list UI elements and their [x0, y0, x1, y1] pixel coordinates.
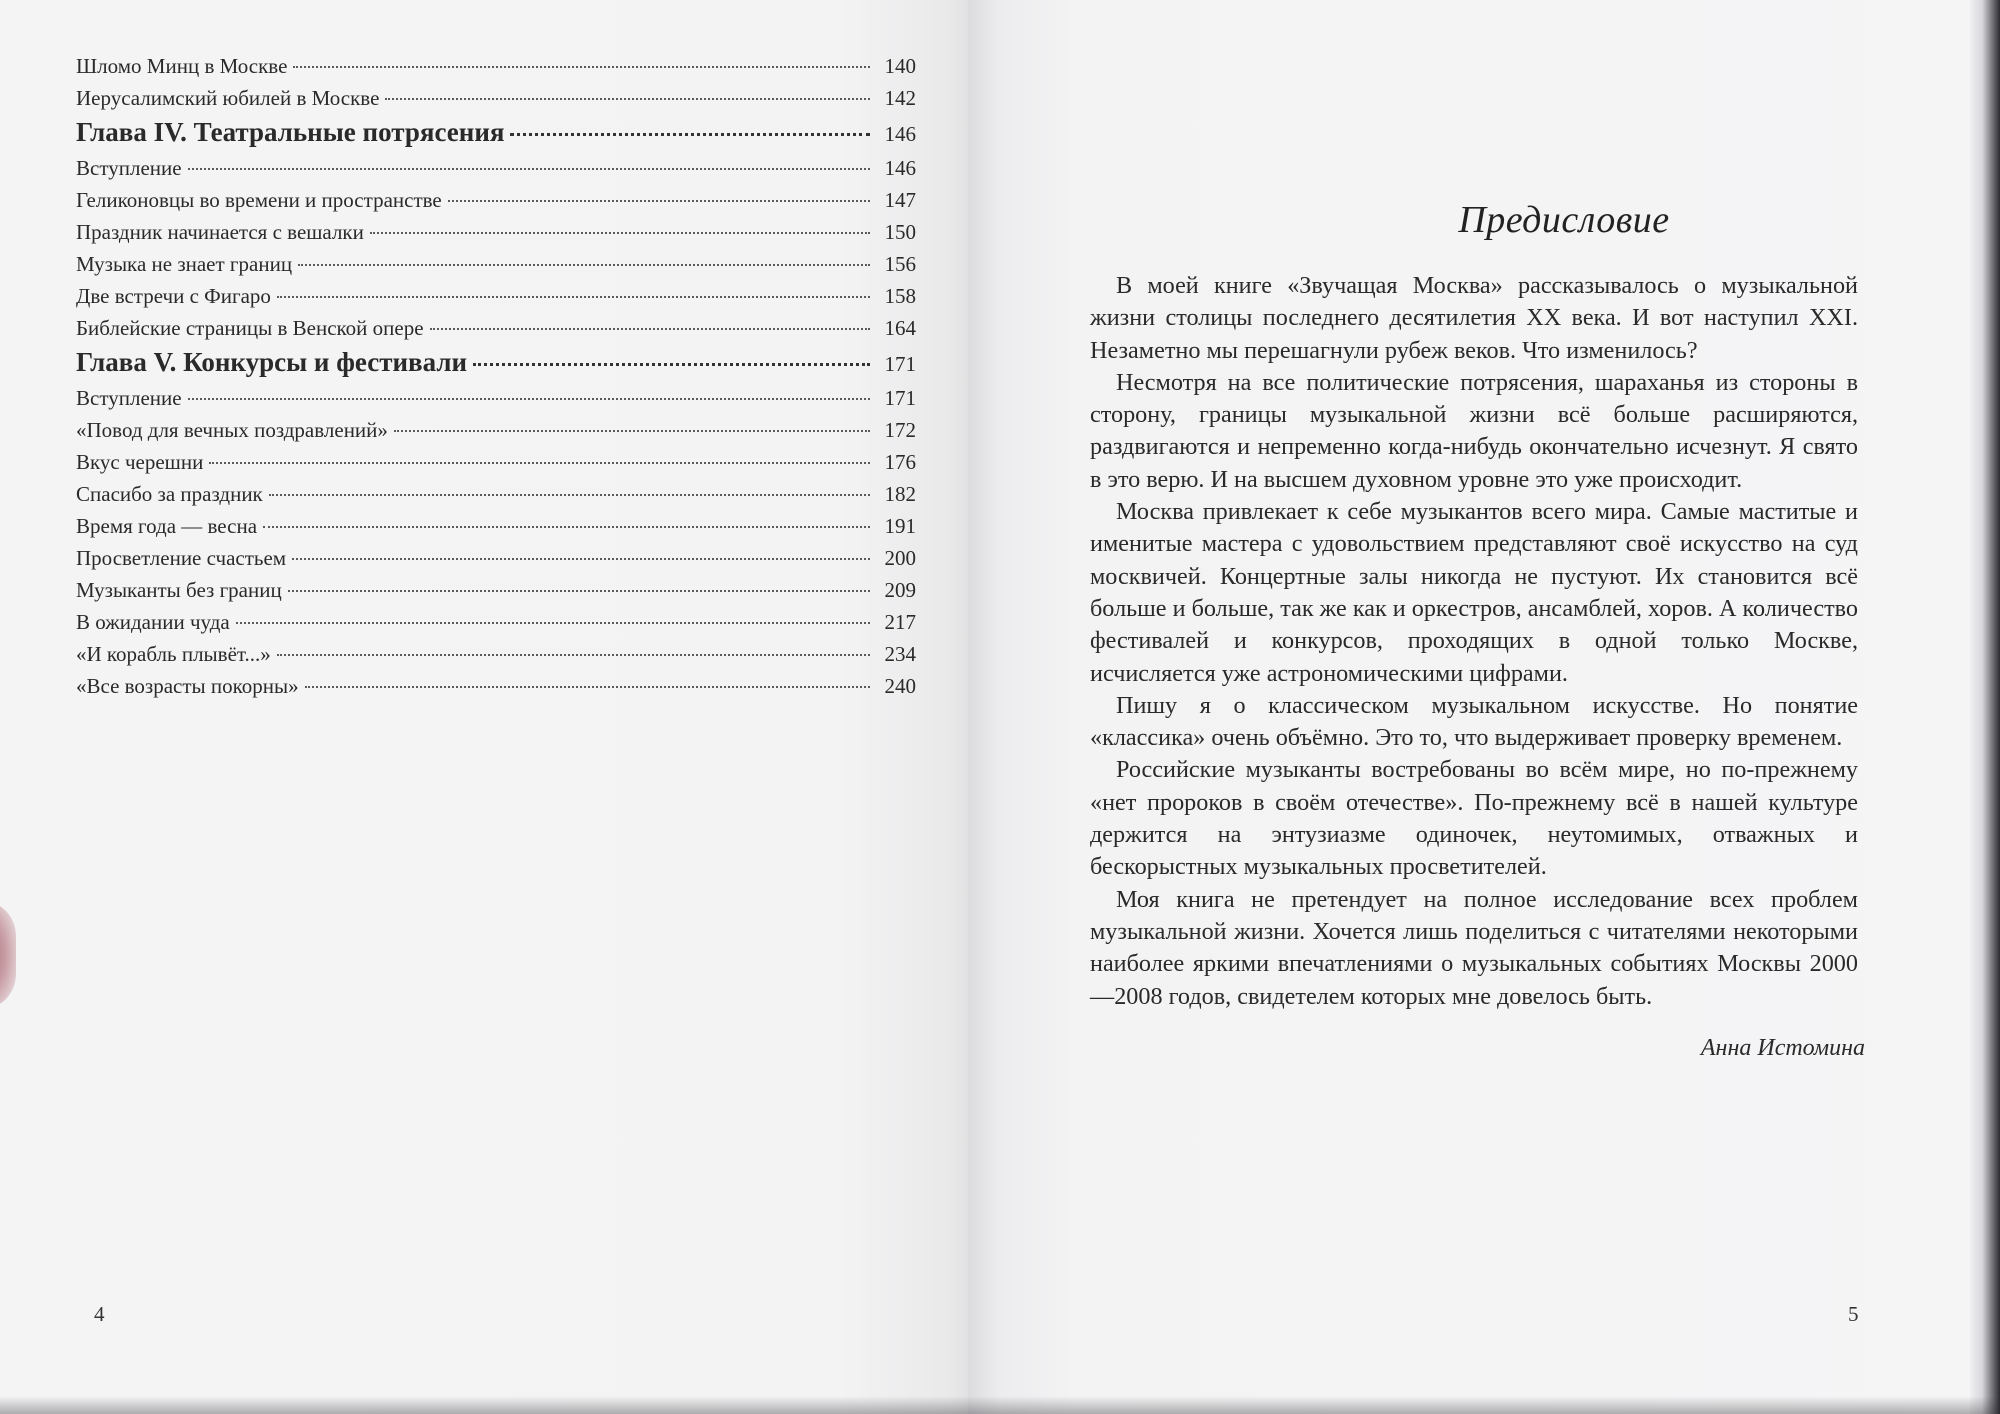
- toc-row: [76, 382, 916, 414]
- toc-page-number: 171: [884, 352, 916, 376]
- preface-paragraph: Москва привлекает к себе музыкантов всего мира. Самые маститые и именитые мастера с удовольствием представляют своё искусство на суд москвичей. Концертные залы никогда не пустуют. Их становится всё больше и больше, так же как и оркестров, ансамблей, хоров. А количество фестивалей и конкурсов, проходящих в одной только Москве, исчисляется уже астрономическими цифрами.: [1090, 498, 1858, 687]
- toc-leader-dots: [298, 264, 870, 266]
- toc-title: Иерусалимский юбилей в Москве: [76, 86, 380, 110]
- toc-row: [76, 280, 916, 312]
- preface-body: [1090, 270, 1858, 1013]
- toc-row: [76, 510, 916, 542]
- toc-title: Две встречи с Фигаро: [76, 284, 271, 308]
- page-number-left: 4: [94, 1302, 105, 1326]
- toc-title: Вкус черешни: [76, 450, 204, 474]
- toc-page-number: 147: [884, 188, 916, 212]
- toc-leader-dots: [277, 654, 870, 656]
- toc-page-number: 171: [884, 386, 916, 410]
- toc-row: [76, 670, 916, 702]
- page-bottom-shadow: [0, 1396, 990, 1414]
- toc-page-number: 140: [884, 54, 916, 78]
- toc-chapter-row: [76, 342, 916, 382]
- toc-page-number: 191: [884, 514, 916, 538]
- toc-title: Глава V. Конкурсы и фестивали: [76, 347, 468, 377]
- toc-row: [76, 312, 916, 344]
- right-page: [968, 0, 2000, 1414]
- toc-row: [76, 82, 916, 114]
- toc-row: [76, 638, 916, 670]
- preface-paragraph: Моя книга не претендует на полное исследование всех проблем музыкальной жизни. Хочется лишь поделиться с читателями некоторыми наиболее яркими впечатлениями о музыкальных событиях Москвы 2000—2008 годов, свидетелем которых мне довелось быть.: [1090, 885, 1858, 1010]
- left-page: [0, 0, 990, 1414]
- toc-title: Шломо Минц в Москве: [76, 54, 288, 78]
- toc-title: Просветление счастьем: [76, 546, 287, 570]
- toc-leader-dots: [292, 558, 870, 560]
- toc-leader-dots: [188, 168, 870, 170]
- toc-page-number: 176: [884, 450, 916, 474]
- toc-page-number: 200: [884, 546, 916, 570]
- preface-paragraph: Пишу я о классическом музыкальном искусстве. Но понятие «классика» очень объёмно. Это то, что выдерживает проверку временем.: [1090, 691, 1858, 752]
- page-edge: [1970, 0, 2000, 1414]
- toc-page-number: 240: [884, 674, 916, 698]
- toc-page-number: 164: [884, 316, 916, 340]
- table-of-contents: [76, 50, 916, 702]
- toc-leader-dots: [236, 622, 870, 624]
- toc-leader-dots: [269, 494, 870, 496]
- toc-row: [76, 574, 916, 606]
- toc-leader-dots: [385, 98, 870, 100]
- preface-paragraph: Несмотря на все политические потрясения, шараханья из стороны в сторону, границы музыкальной жизни всё больше расширяются, раздвигаются и непременно когда-нибудь окончательно исчезнут. Я свято в это верю. И на высшем духовном уровне это уже происходит.: [1090, 368, 1858, 493]
- toc-row: [76, 152, 916, 184]
- toc-leader-dots: [288, 590, 870, 592]
- toc-title: Праздник начинается с вешалки: [76, 220, 364, 244]
- preface-title: Предисловие: [1458, 199, 1670, 241]
- toc-leader-dots: [188, 398, 870, 400]
- toc-row: [76, 184, 916, 216]
- toc-page-number: 158: [884, 284, 916, 308]
- toc-title: Вступление: [76, 156, 182, 180]
- toc-row: [76, 478, 916, 510]
- toc-chapter-row: [76, 112, 916, 152]
- toc-page-number: 142: [884, 86, 916, 110]
- page-bottom-shadow: [968, 1396, 2000, 1414]
- toc-title: Библейские страницы в Венской опере: [76, 316, 424, 340]
- toc-title: «Повод для вечных поздравлений»: [76, 418, 388, 442]
- toc-page-number: 182: [884, 482, 916, 506]
- toc-page-number: 146: [884, 122, 916, 146]
- toc-row: [76, 606, 916, 638]
- toc-leader-dots: [370, 232, 870, 234]
- toc-row: [76, 414, 916, 446]
- toc-leader-dots: [305, 686, 870, 688]
- toc-title: Глава IV. Театральные потрясения: [76, 117, 505, 147]
- toc-title: Музыканты без границ: [76, 578, 282, 602]
- toc-row: [76, 446, 916, 478]
- toc-title: Вступление: [76, 386, 182, 410]
- toc-leader-dots: [293, 66, 870, 68]
- toc-row: [76, 216, 916, 248]
- toc-title: «И корабль плывёт...»: [76, 642, 271, 666]
- thumb-shadow: [0, 900, 16, 1010]
- preface-paragraph: Российские музыканты востребованы во всём мире, но по-прежнему «нет пророков в своём отечестве». По-прежнему всё в нашей культуре держится на энтузиазме одиночек, неутомимых, отважных и бескорыстных музыкальных просветителей.: [1090, 756, 1858, 881]
- toc-title: Геликоновцы во времени и пространстве: [76, 188, 442, 212]
- toc-title: «Все возрасты покорны»: [76, 674, 299, 698]
- toc-leader-dots: [277, 296, 870, 298]
- preface-paragraph: В моей книге «Звучащая Москва» рассказывалось о музыкальной жизни столицы последнего десятилетия XX века. И вот наступил XXI. Незаметно мы перешагнули рубеж веков. Что изменилось?: [1090, 272, 1858, 364]
- toc-leader-dots: [510, 133, 870, 136]
- toc-page-number: 172: [884, 418, 916, 442]
- toc-page-number: 150: [884, 220, 916, 244]
- toc-title: Спасибо за праздник: [76, 482, 263, 506]
- author-signature: Анна Истомина: [1700, 1035, 1865, 1061]
- toc-page-number: 217: [884, 610, 916, 634]
- toc-page-number: 156: [884, 252, 916, 276]
- toc-row: [76, 50, 916, 82]
- toc-title: Время года — весна: [76, 514, 258, 538]
- toc-leader-dots: [448, 200, 870, 202]
- toc-page-number: 209: [884, 578, 916, 602]
- toc-title: Музыка не знает границ: [76, 252, 293, 276]
- toc-row: [76, 248, 916, 280]
- toc-leader-dots: [430, 328, 870, 330]
- toc-row: [76, 542, 916, 574]
- toc-page-number: 234: [884, 642, 916, 666]
- toc-leader-dots: [263, 526, 870, 528]
- toc-leader-dots: [473, 363, 870, 366]
- toc-leader-dots: [209, 462, 870, 464]
- toc-title: В ожидании чуда: [76, 610, 230, 634]
- page-number-right: 5: [1848, 1302, 1859, 1326]
- toc-page-number: 146: [884, 156, 916, 180]
- toc-leader-dots: [394, 430, 870, 432]
